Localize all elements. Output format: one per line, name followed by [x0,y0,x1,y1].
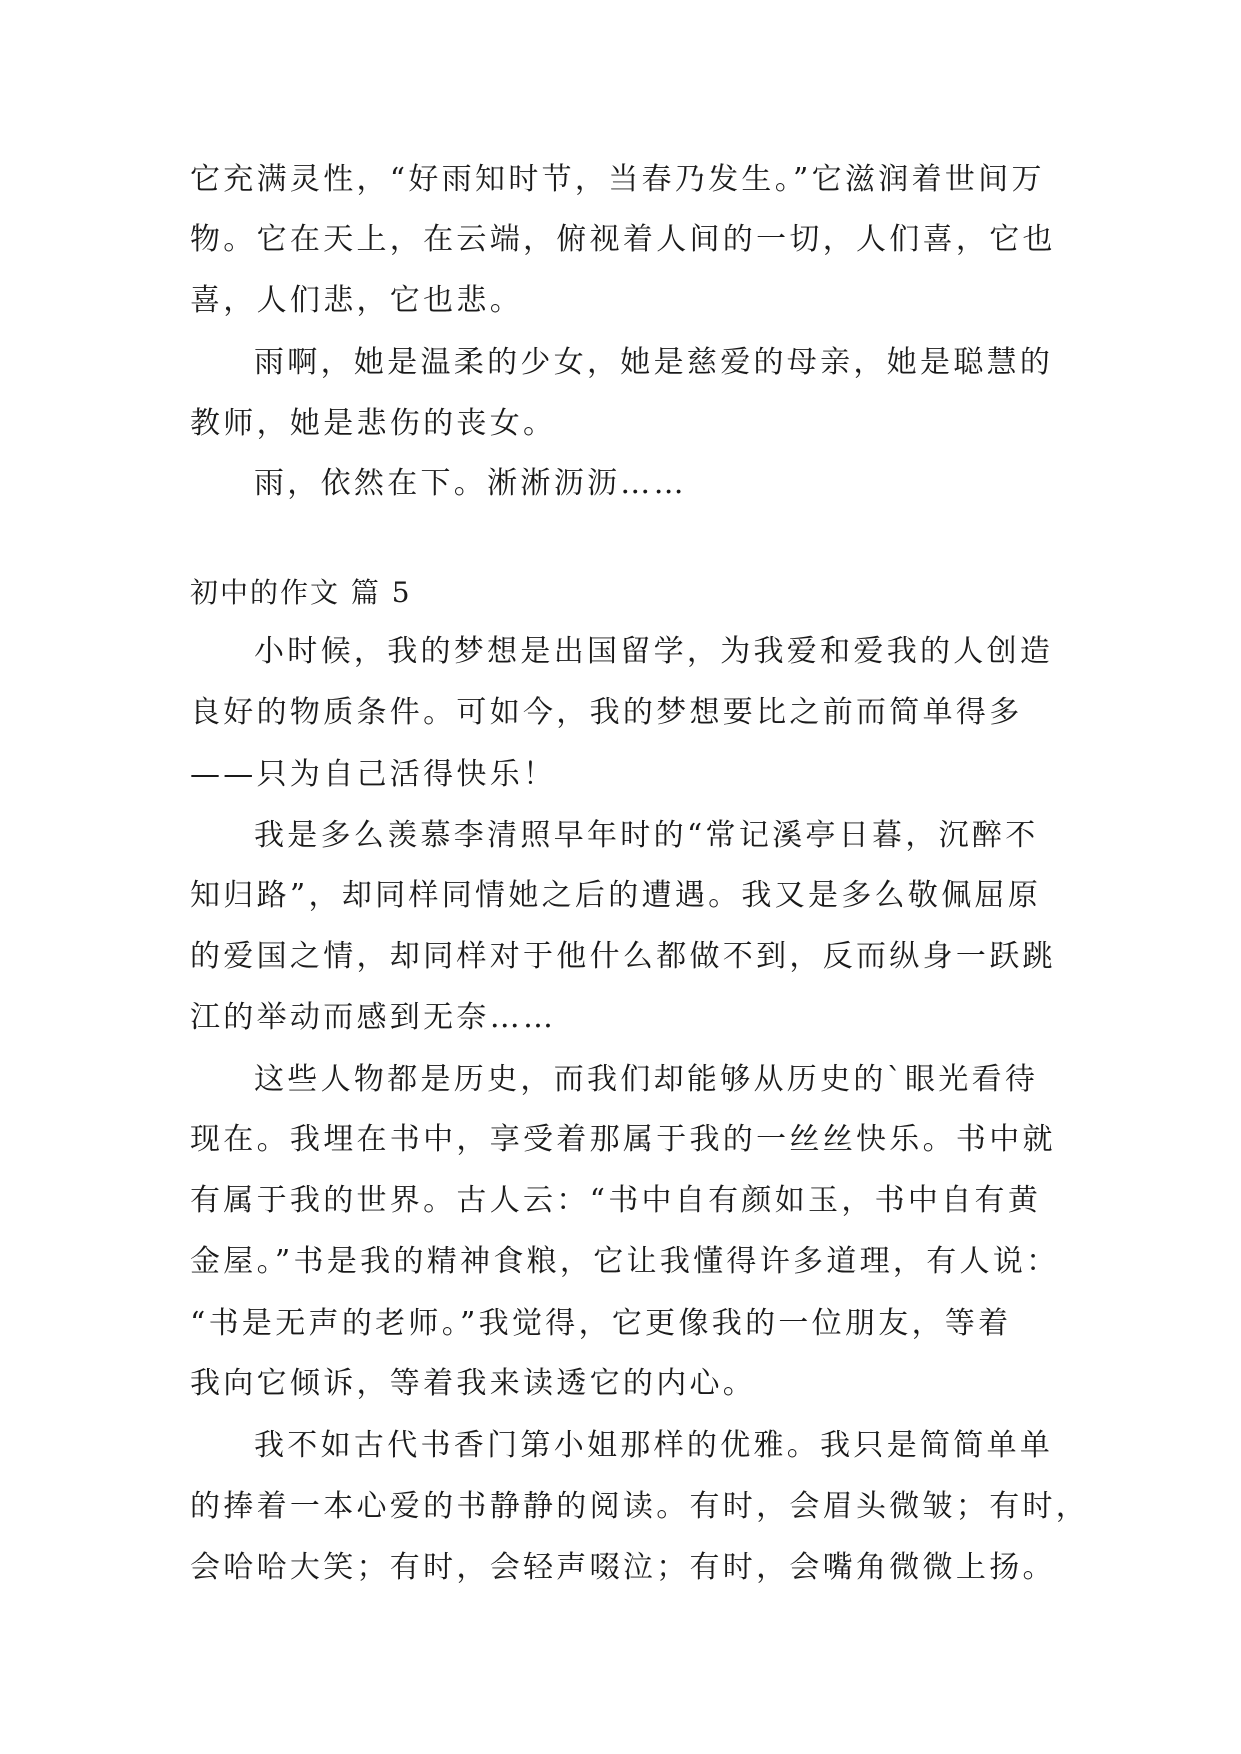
text-line: 会哈哈大笑；有时，会轻声啜泣；有时，会嘴角微微上扬。 [190,1550,1056,1585]
text-line: 江的举动而感到无奈…… [190,1000,557,1035]
text-line: 教师，她是悲伤的丧女。 [190,406,557,441]
paragraph-start: 雨，依然在下。淅淅沥沥…… [254,466,687,501]
text-line: 现在。我埋在书中，享受着那属于我的一丝丝快乐。书中就 [190,1122,1056,1157]
section-heading: 初中的作文 篇 5 [190,576,412,609]
text-line: 我向它倾诉，等着我来读透它的内心。 [190,1366,757,1401]
text-line: 物。它在天上，在云端，俯视着人间的一切，人们喜，它也 [190,222,1056,257]
paragraph-start: 雨啊，她是温柔的少女，她是慈爱的母亲，她是聪慧的 [254,345,1054,380]
paragraph-start: 这些人物都是历史，而我们却能够从历史的`眼光看待 [254,1062,1039,1097]
text-line: “书是无声的老师。”我觉得，它更像我的一位朋友，等着 [190,1306,1012,1341]
paragraph-start: 我不如古代书香门第小姐那样的优雅。我只是简简单单 [254,1428,1054,1463]
text-line: 的捧着一本心爱的书静静的阅读。有时，会眉头微皱；有时， [190,1489,1090,1524]
text-line: 喜，人们悲，它也悲。 [190,283,523,318]
paragraph-start: 我是多么羡慕李清照早年时的“常记溪亭日暮，沉醉不 [254,818,1039,853]
text-line: 知归路”，却同样同情她之后的遭遇。我又是多么敬佩屈原 [190,878,1042,913]
text-line: 的爱国之情，却同样对于他什么都做不到，反而纵身一跃跳 [190,939,1056,974]
text-line: 有属于我的世界。古人云：“书中自有颜如玉，书中自有黄 [190,1183,1042,1218]
paragraph-start: 小时候，我的梦想是出国留学，为我爱和爱我的人创造 [254,634,1054,669]
text-line: 它充满灵性，“好雨知时节，当春乃发生。”它滋润着世间万 [190,162,1045,197]
text-line: 良好的物质条件。可如今，我的梦想要比之前而简单得多 [190,695,1023,730]
text-line: 金屋。”书是我的精神食粮，它让我懂得许多道理，有人说： [190,1244,1060,1279]
text-line: ——只为自己活得快乐！ [190,757,557,792]
